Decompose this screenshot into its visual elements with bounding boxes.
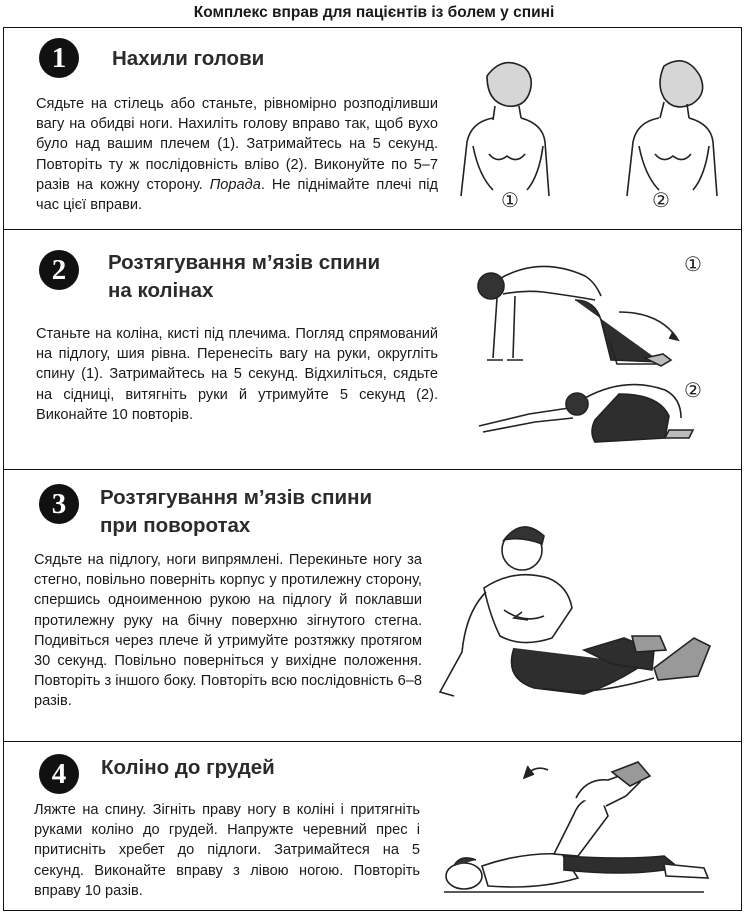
- exercise-text-2: Станьте на коліна, кисті під плечима. Погляд спрямований на підлогу, шия рівна. Перенесіть вагу на руки, округліть спину (1). Затримайтесь на 5 секунд. Відхиліться, сядьте на сідниці, витягніть руки й утримуйте 5 секунд (2). Виконайте 10 повторів.: [36, 326, 438, 423]
- exercise-3: [4, 469, 741, 741]
- fig-label-2-1: ①: [684, 254, 702, 276]
- exercise-heading-4: Коліно до грудей: [101, 756, 275, 779]
- exercise-heading-3-line1: Розтягування м’язів спини: [100, 486, 373, 509]
- exercise-text-1-main: Сядьте на стілець або станьте, рівномірно розподіливши вагу на обидві ноги. Нахиліть голову вправо так, щоб вухо було над вашим плечем (1). Затримайтесь на 5 секунд. Повторіть ту ж послідовність вліво (2). Виконуйте по 5–7 разів на кожну сторону.: [36, 96, 438, 193]
- tip-text: . Не піднімайте плечі під час цієї вправи.: [36, 176, 438, 214]
- exercise-number-3: 3: [39, 484, 79, 524]
- fig-label-2-2: ②: [684, 380, 702, 402]
- exercise-number-4: 4: [39, 754, 79, 794]
- exercise-number-1: 1: [39, 38, 79, 78]
- head-tilt-illustration: [459, 46, 729, 211]
- exercise-number-2: 2: [39, 250, 79, 290]
- exercise-4: [4, 741, 741, 912]
- page-title: Комплекс вправ для пацієнтів із болем у спині: [193, 4, 555, 21]
- exercise-2: [4, 229, 741, 469]
- fig-label-1-2: ②: [652, 190, 670, 212]
- exercise-heading-1: Нахили голови: [112, 47, 265, 70]
- knee-to-chest-illustration: [424, 758, 724, 908]
- fig-label-1-1: ①: [501, 190, 519, 212]
- exercise-text-1: [36, 94, 438, 215]
- exercise-1: [4, 28, 741, 229]
- exercise-heading-2-line1: Розтягування м’язів спини: [108, 251, 381, 274]
- exercise-text-4: Ляжте на спину. Зігніть праву ногу в коліні і притягніть руками коліно до грудей. Напружте черевний прес і притисніть хребет до підлоги. Затримайтеся на 5 секунд. Виконайте вправу з лівою ногою. Повторіть вправу 10 разів.: [34, 802, 420, 899]
- exercise-heading-2-line2: на колінах: [108, 279, 214, 302]
- tip-label: Порада: [209, 176, 261, 193]
- seated-twist-illustration: [424, 518, 724, 718]
- exercise-heading-3-line2: при поворотах: [100, 514, 251, 537]
- exercise-frame: [3, 27, 742, 911]
- exercise-text-3: Сядьте на підлогу, ноги випрямлені. Перекиньте ногу за стегно, повільно поверніть корпус у протилежну сторону, спершись одноименною рукою на підлогу й поклавши протилежну руку на бічну поверхню зігнутого стегна. Подивіться через плече й утримуйте розтяжку протягом 30 секунд. Повільно поверніться у вихідне положення. Повторіть з іншого боку. Повторіть всю послідовність 6–8 разів.: [34, 552, 422, 710]
